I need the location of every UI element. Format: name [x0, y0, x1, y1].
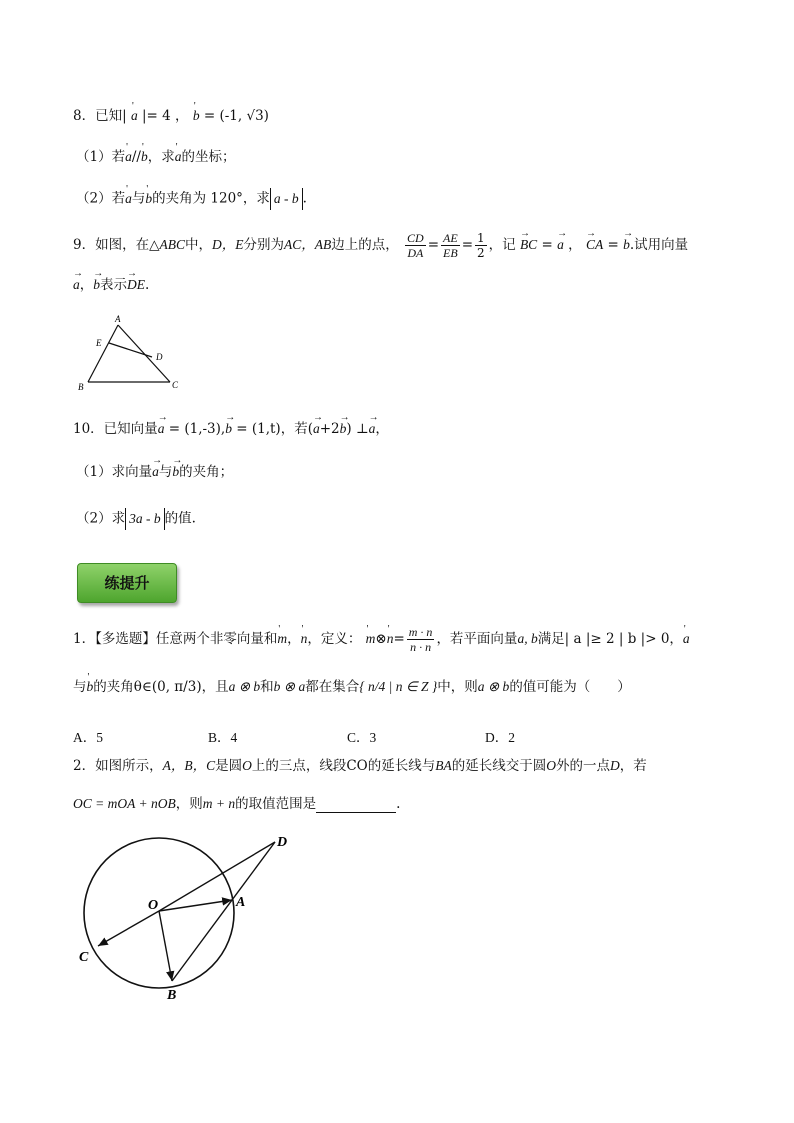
abs-a-minus-b: a - b: [270, 188, 303, 210]
option-c: C．3: [347, 730, 377, 745]
option-a: A．5: [73, 730, 103, 745]
vector-a: ' a: [131, 107, 138, 125]
p1-stem-line2: 与' b的夹角θ∈(0, π/3)，且a ⊗ b和b ⊗ a都在集合{ n/4 | n ∈ Z }中，则a ⊗ b的值可能为（ ）: [73, 675, 631, 699]
vector-a: → a: [313, 420, 320, 438]
vector-a: → a: [73, 276, 80, 294]
vector-oc: [98, 911, 159, 946]
vector-a: → a: [158, 420, 165, 438]
vector-b: → b: [225, 420, 232, 438]
vector-b: ' b: [145, 190, 152, 208]
vector-n: ' n: [387, 624, 394, 654]
vector-a: → a: [369, 420, 376, 438]
label-b: B: [167, 988, 177, 1003]
q10-part1: （1）求向量→ a与→ b的夹角；: [76, 463, 233, 481]
q9-stem-line1: 9．如图，在△ABC中，D，E分别为AC，AB边上的点， $\frac{CD}{DA}$ = $\frac{AE}{EB}$ = $\frac{1}{2}$ ，记 → BC = → a ， → CA = → b.试用向量: [73, 230, 688, 260]
vector-b: → b: [340, 420, 347, 438]
label-d: D: [277, 835, 288, 850]
vector-b: ' b: [193, 107, 200, 125]
frac-mn-nn: $\frac{m \cdot n}{n \cdot n}$: [408, 625, 433, 654]
p2-stem-line1: 2．如图所示，A，B，C是圆O上的三点，线段CO的延长线与BA的延长线交于圆O外的一点D，若: [73, 758, 647, 774]
vector-m: ' m: [366, 624, 376, 654]
vector-de: → DE: [127, 276, 145, 294]
segment-od: [159, 842, 275, 911]
vector-a: ' a: [683, 624, 690, 654]
label-a: A: [236, 895, 246, 910]
frac-one-half: $\frac{1}{2}$: [477, 231, 485, 260]
label-c: C: [79, 950, 89, 965]
frac-ae-eb: $\frac{AE}{EB}$: [443, 231, 458, 260]
vector-a: → a: [152, 463, 159, 481]
vector-b: → b: [93, 276, 100, 294]
label-b: B: [78, 382, 84, 392]
triangle-figure: [70, 310, 190, 394]
label-a: A: [115, 314, 121, 324]
vector-bc: → BC: [520, 230, 537, 260]
frac-cd-da: $\frac{CD}{DA}$: [407, 231, 424, 260]
vector-ob: [159, 911, 172, 981]
q8-stem: 8．已知| ' a |= 4 ， ' b = (-1, √3): [73, 107, 269, 125]
p2-stem-line2: OC = mOA + nOB，则m + n的取值范围是 .: [73, 796, 401, 812]
vector-b: ' b: [87, 675, 94, 699]
vector-b: → b: [623, 230, 630, 260]
label-e: E: [96, 338, 102, 348]
q8-part2: （2）若' a与' b的夹角为 120°，求 a - b .: [76, 188, 307, 210]
vector-b: ' b: [141, 148, 148, 166]
vector-n: ' n: [301, 624, 308, 654]
vector-equation: OC = mOA + nOB: [73, 796, 176, 811]
vector-a: ' a: [125, 148, 132, 166]
vector-a: ' a: [125, 190, 132, 208]
vector-m: ' m: [277, 624, 287, 654]
label-o: O: [148, 898, 159, 913]
segment-ab: [88, 325, 118, 382]
q10-stem: 10．已知向量→ a = (1,-3),→ b = (1,t)，若(→ a+2→ b) ⊥→ a，: [73, 420, 389, 438]
option-b: B．4: [208, 730, 238, 745]
vector-a: → a: [557, 230, 564, 260]
segment-bd: [172, 842, 275, 981]
option-d: D．2: [485, 730, 515, 745]
vector-b: → b: [172, 463, 179, 481]
vector-ca: → CA: [586, 230, 603, 260]
vector-a: ' a: [175, 148, 182, 166]
circle-figure: [70, 828, 310, 1008]
q9-stem-line2: → a，→ b表示→ DE.: [73, 276, 149, 294]
q8-part1: （1）若' a//' b，求' a的坐标；: [76, 148, 235, 166]
label-d: D: [156, 352, 163, 362]
label-c: C: [172, 380, 179, 390]
answer-blank[interactable]: [316, 798, 396, 813]
section-badge-practice: 练提升: [77, 563, 177, 603]
p1-stem-line1: 1．【多选题】任意两个非零向量和' m，' n，定义： ' m⊗' n= $\frac{m \cdot n}{n \cdot n}$ ，若平面向量a, b满足| a |≥ 2 | b |> 0，' a: [73, 624, 690, 654]
vector-oa: [159, 900, 232, 911]
segment-ed: [109, 343, 152, 357]
q10-part2: （2）求 3a - b 的值.: [76, 508, 196, 530]
abs-3a-minus-b: 3a - b: [125, 508, 165, 530]
